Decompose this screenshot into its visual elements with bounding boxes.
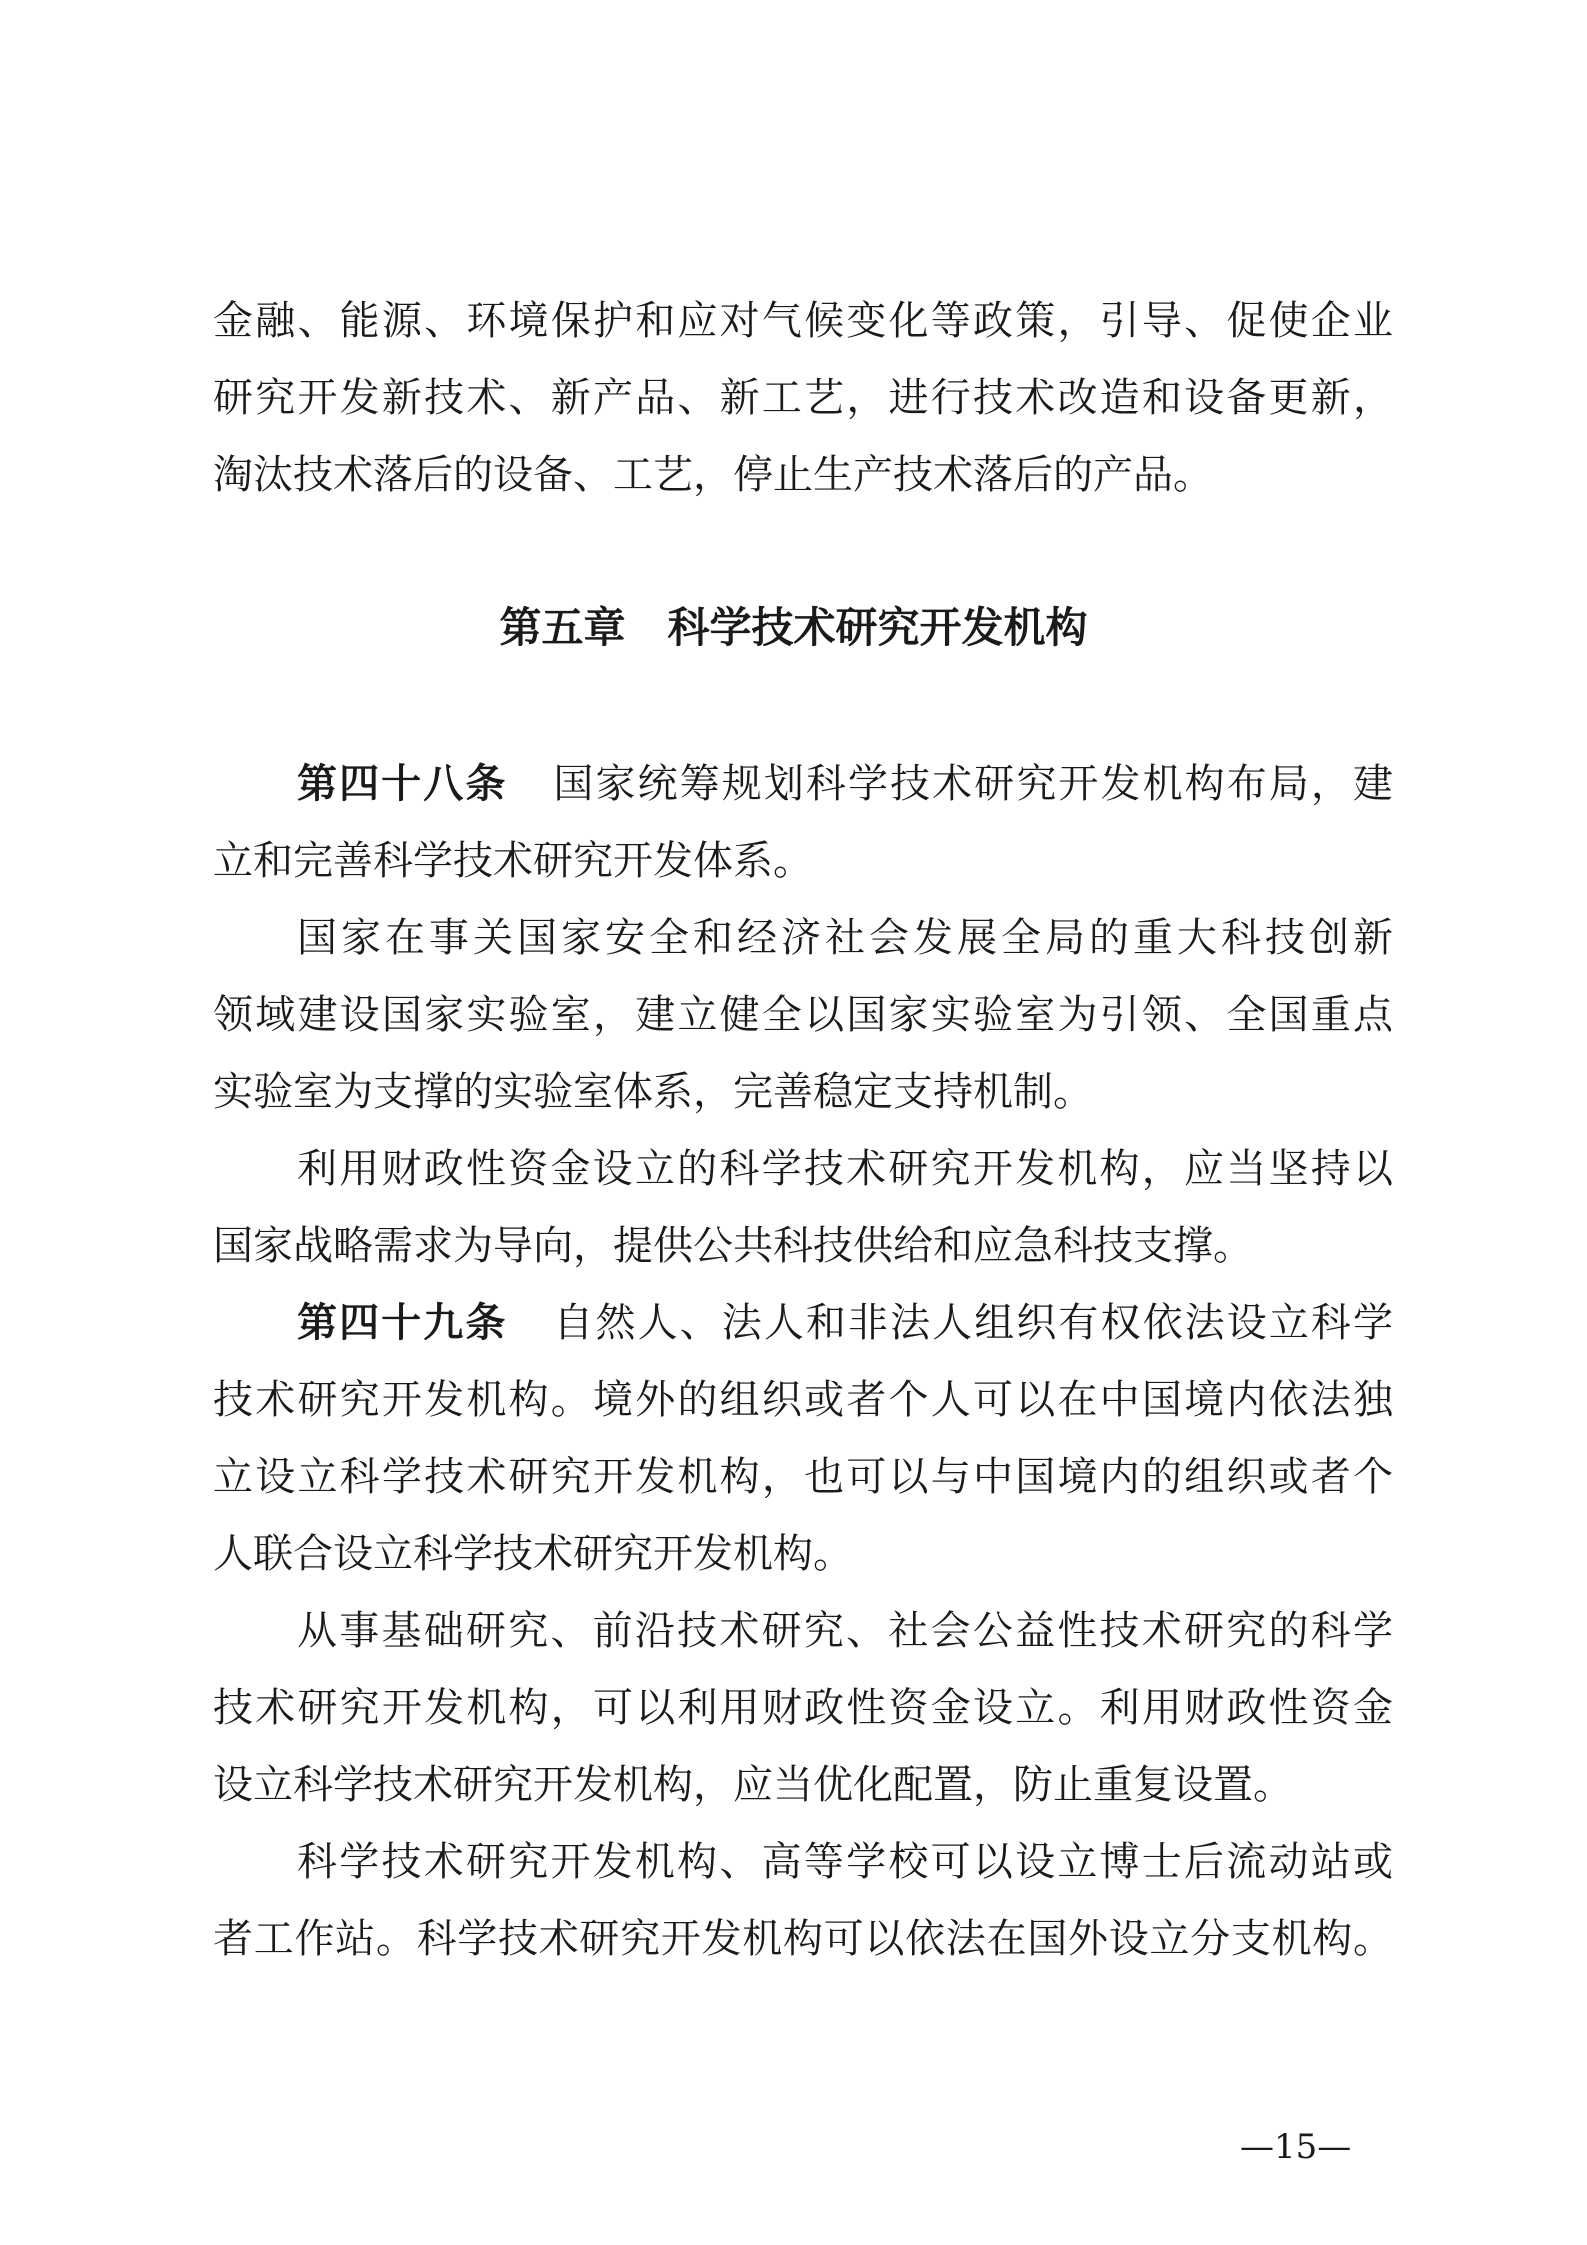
article-48-p2-line-1: 国家在事关国家安全和经济社会发展全局的重大科技创新 <box>297 915 1393 961</box>
article-49-p2-line-2: 技术研究开发机构，可以利用财政性资金设立。利用财政性资金 <box>213 1685 1393 1731</box>
article-49-p1-line-4: 人联合设立科学技术研究开发机构。 <box>213 1531 853 1577</box>
article-48-p1-line-2: 立和完善科学技术研究开发体系。 <box>213 838 813 884</box>
intro-line-3: 淘汰技术落后的设备、工艺，停止生产技术落后的产品。 <box>213 452 1213 498</box>
article-48-p3-line-1: 利用财政性资金设立的科学技术研究开发机构，应当坚持以 <box>297 1146 1393 1192</box>
article-48-p2-line-2: 领域建设国家实验室，建立健全以国家实验室为引领、全国重点 <box>213 992 1393 1038</box>
article-49-p3-line-2: 者工作站。科学技术研究开发机构可以依法在国外设立分支机构。 <box>213 1916 1393 1962</box>
intro-line-2: 研究开发新技术、新产品、新工艺，进行技术改造和设备更新， <box>213 375 1393 421</box>
article-48-first-line <box>297 758 1393 810</box>
intro-line-1: 金融、能源、环境保护和应对气候变化等政策，引导、促使企业 <box>213 298 1393 344</box>
article-48-p1-line-1: 国家统筹规划科学技术研究开发机构布局，建 <box>553 761 1394 807</box>
chapter-number: 第五章 <box>499 603 626 652</box>
article-49-p1-line-3: 立设立科学技术研究开发机构，也可以与中国境内的组织或者个 <box>213 1454 1393 1500</box>
article-48-p2-line-3: 实验室为支撑的实验室体系，完善稳定支持机制。 <box>213 1069 1093 1115</box>
article-49-p1-line-2: 技术研究开发机构。境外的组织或者个人可以在中国境内依法独 <box>213 1377 1393 1423</box>
page-number: —15— <box>1240 2127 1352 2167</box>
article-49-first-line <box>297 1297 1393 1349</box>
article-48-p3-line-2: 国家战略需求为导向，提供公共科技供给和应急科技支撑。 <box>213 1223 1253 1269</box>
chapter-title: 科学技术研究开发机构 <box>667 603 1088 652</box>
article-49-p1-line-1: 自然人、法人和非法人组织有权依法设立科学 <box>553 1300 1394 1346</box>
article-49-p3-line-1: 科学技术研究开发机构、高等学校可以设立博士后流动站或 <box>297 1839 1393 1885</box>
article-49-p2-line-1: 从事基础研究、前沿技术研究、社会公益性技术研究的科学 <box>297 1608 1393 1654</box>
article-49-label: 第四十九条 <box>297 1300 508 1346</box>
chapter-heading <box>0 600 1587 656</box>
article-48-label: 第四十八条 <box>297 761 508 807</box>
article-49-p2-line-3: 设立科学技术研究开发机构，应当优化配置，防止重复设置。 <box>213 1762 1293 1808</box>
